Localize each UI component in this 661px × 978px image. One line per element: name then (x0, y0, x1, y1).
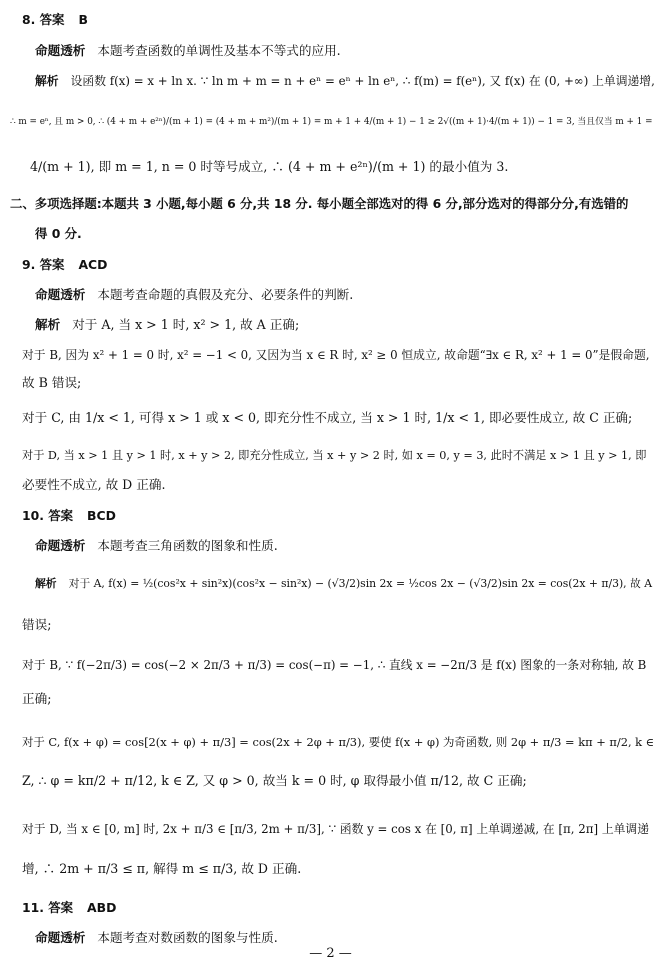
q8-solution-line-1: 解析 设函数 f(x) = x + ln x. ∵ ln m + m = n + eⁿ = eⁿ + ln eⁿ, ∴ f(m) = f(eⁿ), 又 f(x) 在 (0, +∞) 上单调递增, (35, 74, 655, 88)
section2-heading: 二、多项选择题:本题共 3 小题,每小题 6 分,共 18 分. 每小题全部选对的得 6 分,部分选对的得部分分,有选错的 (10, 196, 629, 211)
q9-answer-line: 9. 答案 ACD (22, 257, 108, 272)
q10-solution-line-3: 对于 B, ∵ f(−2π/3) = cos(−2 × 2π/3 + π/3) = cos(−π) = −1, ∴ 直线 x = −2π/3 是 f(x) 图象的一条对称轴, 故 B (22, 658, 647, 672)
q8-solution-line-2: ∴ m = eⁿ, 且 m > 0, ∴ (4 + m + e²ⁿ)/(m + 1) = (4 + m + m²)/(m + 1) = m + 1 + 4/(m + 1) − 1 ≥ 2√((m + 1)·4/(m + 1)) − 1 = 3, 当且仅当 m + 1 = (10, 117, 653, 127)
q10-solution-line-7: 对于 D, 当 x ∈ [0, m] 时, 2x + π/3 ∈ [π/3, 2m + π/3], ∵ 函数 y = cos x 在 [0, π] 上单调递减, 在 [π, 2π] 上单调递 (22, 822, 650, 836)
q9-solution-line-1: 解析 对于 A, 当 x > 1 时, x² > 1, 故 A 正确; (35, 317, 300, 332)
q10-solution-line-8: 增, ∴ 2m + π/3 ≤ π, 解得 m ≤ π/3, 故 D 正确. (22, 861, 302, 876)
q9-solution-line-4: 对于 C, 由 1/x < 1, 可得 x > 1 或 x < 0, 即充分性不成立, 当 x > 1 时, 1/x < 1, 即必要性成立, 故 C 正确; (22, 410, 633, 425)
q11-answer-line: 11. 答案 ABD (22, 900, 117, 915)
q9-solution-line-5: 对于 D, 当 x > 1 且 y > 1 时, x + y > 2, 即充分性成立, 当 x + y > 2 时, 如 x = 0, y = 3, 此时不满足 x > 1 且 y > 1, 即 (22, 449, 647, 462)
q10-answer-line: 10. 答案 BCD (22, 508, 116, 523)
q10-solution-line-2: 错误; (22, 617, 52, 632)
q10-solution-line-5: 对于 C, f(x + φ) = cos[2(x + φ) + π/3] = cos(2x + 2φ + π/3), 要使 f(x + φ) 为奇函数, 则 2φ + π/3 = kπ + π/2, k ∈ (22, 735, 655, 749)
q9-solution-line-3: 故 B 错误; (22, 375, 82, 390)
q8-solution-line-3: 4/(m + 1), 即 m = 1, n = 0 时等号成立, ∴ (4 + m + e²ⁿ)/(m + 1) 的最小值为 3. (30, 159, 509, 174)
q10-solution-line-4: 正确; (22, 691, 52, 706)
q9-solution-line-2: 对于 B, 因为 x² + 1 = 0 时, x² = −1 < 0, 又因为当 x ∈ R 时, x² ≥ 0 恒成立, 故命题“∃x ∈ R, x² + 1 = 0”是假命题, (22, 348, 650, 362)
q10-solution-line-6: Z, ∴ φ = kπ/2 + π/12, k ∈ Z, 又 φ > 0, 故当 k = 0 时, φ 取得最小值 π/12, 故 C 正确; (22, 773, 527, 788)
q9-solution-line-6: 必要性不成立, 故 D 正确. (22, 477, 166, 492)
q10-solution-line-1: 解析 对于 A, f(x) = ½(cos²x + sin²x)(cos²x − sin²x) − (√3/2)sin 2x = ½cos 2x − (√3/2)sin 2x = cos(2x + π/3), 故 A (35, 577, 653, 590)
q8-analysis: 命题透析 本题考查函数的单调性及基本不等式的应用. (35, 43, 341, 58)
q10-analysis: 命题透析 本题考查三角函数的图象和性质. (35, 538, 278, 553)
section2-heading-cont: 得 0 分. (35, 226, 82, 241)
q9-analysis: 命题透析 本题考查命题的真假及充分、必要条件的判断. (35, 287, 354, 302)
page-number: — 2 — (309, 946, 352, 961)
q11-analysis: 命题透析 本题考查对数函数的图象与性质. (35, 930, 278, 945)
q8-answer-line: 8. 答案 B (22, 12, 88, 27)
